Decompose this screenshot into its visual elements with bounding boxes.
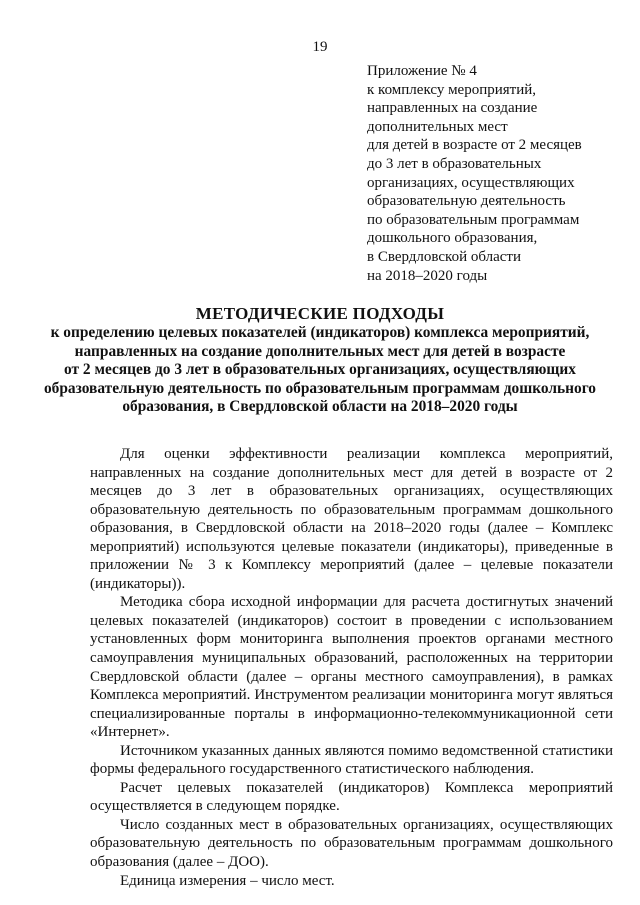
document-heading: [0, 304, 640, 417]
heading-line: образовательную деятельность по образовательным программам дошкольного: [43, 379, 597, 397]
heading-line: направленных на создание дополнительных мест для детей в возрасте: [74, 342, 566, 360]
appendix-line: до 3 лет в образовательных: [367, 155, 542, 172]
heading-line: от 2 месяцев до 3 лет в образовательных организациях, осуществляющих: [64, 361, 576, 379]
appendix-line: дошкольного образования,: [367, 230, 538, 247]
appendix-line: дополнительных мест: [367, 118, 508, 135]
heading-line: к определению целевых показателей (индикаторов) комплекса мероприятий,: [50, 324, 590, 341]
appendix-line: к комплексу мероприятий,: [367, 81, 537, 98]
body-text: [90, 445, 613, 890]
appendix-line: по образовательным программам: [367, 211, 580, 228]
paragraph-places-count: Число созданных мест в образовательных организациях, осуществляющих образовательную деятельность по образовательным программам дошкольного образования (далее – ДОО).: [90, 816, 613, 871]
appendix-line: направленных на создание: [367, 100, 538, 117]
paragraph-evaluation: Для оценки эффективности реализации комплекса мероприятий, направленных на создание дополнительных мест для детей в возрасте от 2 месяцев до 3 лет в образовательных организациях, осуществляющих образовательную деятельность по образовательным программам дошкольного образования, в Свердловской области на 2018–2020 годы (далее – Комплекс мероприятий) используются целевые показатели (индикаторы), приведенные в приложении № 3 к Комплексу мероприятий (далее – целевые показатели (индикаторы)).: [90, 446, 613, 592]
heading-line: образования, в Свердловской области на 2018–2020 годы: [122, 398, 518, 416]
appendix-line: на 2018–2020 годы: [367, 267, 488, 284]
appendix-line: для детей в возрасте от 2 месяцев: [367, 137, 582, 154]
appendix-line: Приложение № 4: [367, 63, 477, 79]
appendix-line: образовательную деятельность: [367, 193, 566, 210]
appendix-line: в Свердловской области: [367, 248, 522, 265]
appendix-line: организациях, осуществляющих: [367, 174, 575, 191]
paragraph-methodology: Методика сбора исходной информации для расчета достигнутых значений целевых показателей (индикаторов) состоит в проведении с использованием установленных форм мониторинга выполнения проектов органами местного самоуправления муниципальных образований, расположенных на территории Свердловской области (далее – органы местного самоуправления), в рамках Комплекса мероприятий. Инструментом реализации мониторинга могут являться специализированные порталы в информационно-телекоммуникационной сети «Интернет».: [90, 594, 613, 741]
heading-title: МЕТОДИЧЕСКИЕ ПОДХОДЫ: [195, 304, 445, 323]
paragraph-unit: Единица измерения – число мест.: [120, 872, 335, 889]
paragraph-data-source: Источником указанных данных являются помимо ведомственной статистики формы федерального государственного статистического наблюдения.: [90, 742, 613, 778]
paragraph-calculation-order: Расчет целевых показателей (индикаторов) Комплекса мероприятий осуществляется в следующем порядке.: [90, 779, 613, 815]
appendix-block: [367, 62, 627, 285]
page-number: 19: [312, 39, 328, 55]
